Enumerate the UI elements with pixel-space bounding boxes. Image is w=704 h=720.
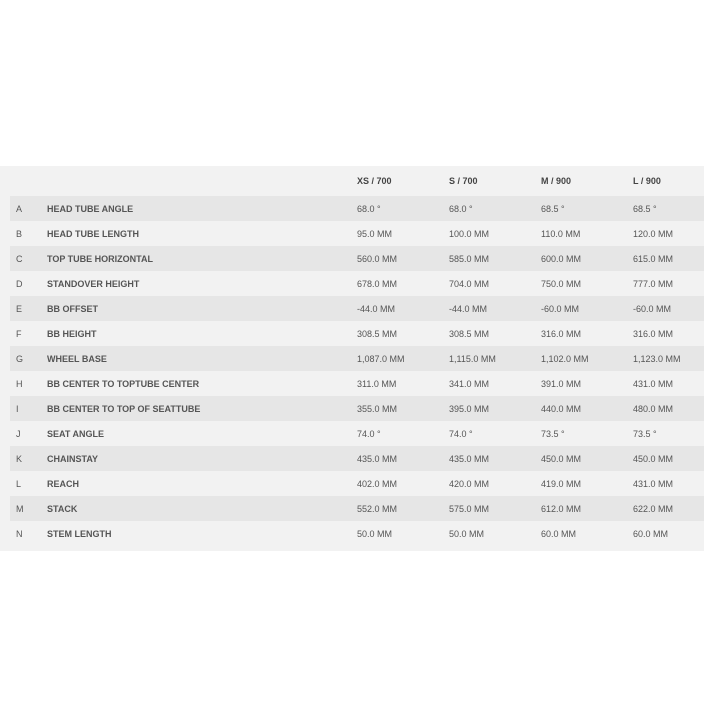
row-value: 110.0 MM <box>541 221 633 246</box>
row-value: 431.0 MM <box>633 371 704 396</box>
row-value: 480.0 MM <box>633 396 704 421</box>
table-row <box>10 471 704 496</box>
table-row <box>10 221 704 246</box>
table-row <box>10 321 704 346</box>
row-value: 50.0 MM <box>449 521 541 546</box>
row-value: 552.0 MM <box>357 496 449 521</box>
row-value: 419.0 MM <box>541 471 633 496</box>
row-value: 395.0 MM <box>449 396 541 421</box>
row-value: 68.0 ° <box>449 196 541 221</box>
row-letter: C <box>10 246 47 271</box>
row-value: -44.0 MM <box>449 296 541 321</box>
row-letter: E <box>10 296 47 321</box>
row-value: 450.0 MM <box>633 446 704 471</box>
table-row <box>10 446 704 471</box>
table-row <box>10 521 704 546</box>
row-value: -60.0 MM <box>633 296 704 321</box>
row-value: 391.0 MM <box>541 371 633 396</box>
row-letter: G <box>10 346 47 371</box>
row-letter: L <box>10 471 47 496</box>
row-value: 622.0 MM <box>633 496 704 521</box>
row-label: STEM LENGTH <box>47 521 357 546</box>
row-value: 73.5 ° <box>633 421 704 446</box>
row-value: 95.0 MM <box>357 221 449 246</box>
row-label: STANDOVER HEIGHT <box>47 271 357 296</box>
row-value: 316.0 MM <box>633 321 704 346</box>
table-row <box>10 246 704 271</box>
header-letter <box>10 166 47 196</box>
row-label: BB OFFSET <box>47 296 357 321</box>
row-label: REACH <box>47 471 357 496</box>
header-size-l: L / 900 <box>633 166 704 196</box>
row-label: SEAT ANGLE <box>47 421 357 446</box>
row-value: 50.0 MM <box>357 521 449 546</box>
row-value: 74.0 ° <box>357 421 449 446</box>
row-label: HEAD TUBE ANGLE <box>47 196 357 221</box>
row-label: BB HEIGHT <box>47 321 357 346</box>
row-label: WHEEL BASE <box>47 346 357 371</box>
row-label: BB CENTER TO TOPTUBE CENTER <box>47 371 357 396</box>
row-value: 1,087.0 MM <box>357 346 449 371</box>
row-letter: M <box>10 496 47 521</box>
row-value: 575.0 MM <box>449 496 541 521</box>
row-value: 355.0 MM <box>357 396 449 421</box>
row-value: 585.0 MM <box>449 246 541 271</box>
row-value: 402.0 MM <box>357 471 449 496</box>
row-value: 341.0 MM <box>449 371 541 396</box>
row-value: 311.0 MM <box>357 371 449 396</box>
row-value: 777.0 MM <box>633 271 704 296</box>
row-value: 73.5 ° <box>541 421 633 446</box>
row-value: 1,123.0 MM <box>633 346 704 371</box>
table-header-row <box>10 166 704 196</box>
header-size-xs: XS / 700 <box>357 166 449 196</box>
row-value: -44.0 MM <box>357 296 449 321</box>
row-letter: B <box>10 221 47 246</box>
row-letter: A <box>10 196 47 221</box>
row-value: 440.0 MM <box>541 396 633 421</box>
row-value: 450.0 MM <box>541 446 633 471</box>
row-value: 60.0 MM <box>633 521 704 546</box>
row-label: CHAINSTAY <box>47 446 357 471</box>
row-value: 750.0 MM <box>541 271 633 296</box>
row-value: 308.5 MM <box>449 321 541 346</box>
header-size-s: S / 700 <box>449 166 541 196</box>
row-letter: F <box>10 321 47 346</box>
row-value: 420.0 MM <box>449 471 541 496</box>
row-value: 316.0 MM <box>541 321 633 346</box>
geometry-table <box>10 166 704 546</box>
geometry-table-panel <box>0 166 704 551</box>
row-value: 615.0 MM <box>633 246 704 271</box>
row-value: 68.0 ° <box>357 196 449 221</box>
row-value: 435.0 MM <box>357 446 449 471</box>
row-letter: I <box>10 396 47 421</box>
row-value: 68.5 ° <box>633 196 704 221</box>
row-label: HEAD TUBE LENGTH <box>47 221 357 246</box>
row-letter: H <box>10 371 47 396</box>
row-value: -60.0 MM <box>541 296 633 321</box>
row-letter: N <box>10 521 47 546</box>
table-row <box>10 271 704 296</box>
header-measurement <box>47 166 357 196</box>
row-value: 120.0 MM <box>633 221 704 246</box>
row-value: 60.0 MM <box>541 521 633 546</box>
row-value: 1,102.0 MM <box>541 346 633 371</box>
row-letter: D <box>10 271 47 296</box>
row-value: 308.5 MM <box>357 321 449 346</box>
row-value: 600.0 MM <box>541 246 633 271</box>
row-letter: J <box>10 421 47 446</box>
row-label: BB CENTER TO TOP OF SEATTUBE <box>47 396 357 421</box>
row-value: 612.0 MM <box>541 496 633 521</box>
table-row <box>10 296 704 321</box>
row-value: 1,115.0 MM <box>449 346 541 371</box>
row-value: 678.0 MM <box>357 271 449 296</box>
table-row <box>10 371 704 396</box>
row-value: 100.0 MM <box>449 221 541 246</box>
table-body <box>10 196 704 546</box>
header-size-m: M / 900 <box>541 166 633 196</box>
table-row <box>10 421 704 446</box>
row-value: 560.0 MM <box>357 246 449 271</box>
row-value: 435.0 MM <box>449 446 541 471</box>
table-row <box>10 396 704 421</box>
row-value: 74.0 ° <box>449 421 541 446</box>
table-row <box>10 346 704 371</box>
row-value: 431.0 MM <box>633 471 704 496</box>
table-row <box>10 196 704 221</box>
row-value: 68.5 ° <box>541 196 633 221</box>
table-row <box>10 496 704 521</box>
row-label: STACK <box>47 496 357 521</box>
geometry-table-container <box>10 166 704 546</box>
row-letter: K <box>10 446 47 471</box>
row-value: 704.0 MM <box>449 271 541 296</box>
row-label: TOP TUBE HORIZONTAL <box>47 246 357 271</box>
